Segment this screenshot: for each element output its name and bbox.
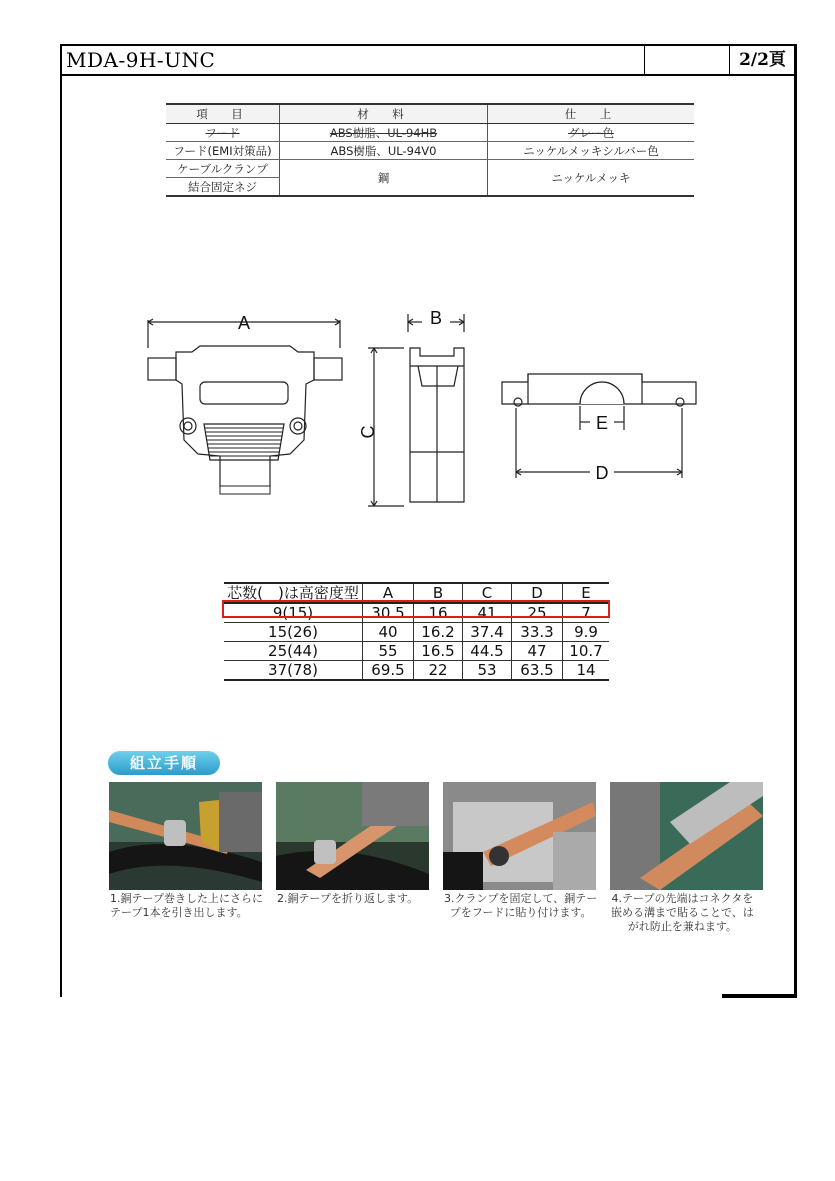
dimension-label-a: A <box>237 313 251 333</box>
table-cell: 25(44) <box>224 642 363 661</box>
assembly-step-3-caption: 3.クランプを固定して、銅テー プをフードに貼り付けます。 <box>444 892 598 919</box>
document-header <box>60 44 797 76</box>
assembly-step-1-caption: 1.銅テープ巻きした上にさらに テープ1本を引き出します。 <box>110 892 263 919</box>
table-cell: 16.5 <box>414 642 463 661</box>
materials-header-material: 材 料 <box>280 104 488 124</box>
materials-row-material: 鋼 <box>280 160 488 197</box>
dimension-label-c: C <box>358 425 378 439</box>
table-cell: 15(26) <box>224 623 363 642</box>
assembly-step-4-caption: 4.テープの先端はコネクタを 嵌める溝まで貼ることで、は がれ防止を兼ねます。 <box>611 892 754 933</box>
hood-grille <box>205 428 283 456</box>
table-cell: 55 <box>363 642 414 661</box>
table-cell: 16.2 <box>414 623 463 642</box>
dimension-label-e: E <box>595 413 609 433</box>
table-cell: 37(78) <box>224 661 363 681</box>
table-cell: 10.7 <box>563 642 610 661</box>
dimensions-table <box>224 582 609 681</box>
materials-header-finish: 仕 上 <box>488 104 695 124</box>
table-cell: 16 <box>414 603 463 623</box>
materials-table <box>166 103 694 197</box>
page-frame-right <box>794 44 797 997</box>
table-row <box>224 623 609 642</box>
assembly-step-2-caption: 2.銅テープを折り返します。 <box>277 892 419 905</box>
materials-row-finish: グレー色 <box>488 124 695 142</box>
dimensions-header: 芯数( )は高密度型 <box>224 583 363 603</box>
materials-row-material: ABS樹脂、UL-94V0 <box>280 142 488 160</box>
table-cell: 41 <box>463 603 512 623</box>
dimensions-header: E <box>563 583 610 603</box>
dimension-label-d: D <box>595 463 609 483</box>
assembly-photo-4 <box>610 782 763 890</box>
materials-header-item: 項 目 <box>166 104 280 124</box>
table-row <box>224 661 609 681</box>
document-title: MDA-9H-UNC <box>62 46 645 74</box>
dimensions-header: D <box>512 583 563 603</box>
materials-row-finish: ニッケルメッキシルバー色 <box>488 142 695 160</box>
materials-row-item: 結合固定ネジ <box>166 178 280 197</box>
table-cell: 33.3 <box>512 623 563 642</box>
table-cell: 53 <box>463 661 512 681</box>
table-cell: 14 <box>563 661 610 681</box>
assembly-photo-2 <box>276 782 429 890</box>
dimensions-header: C <box>463 583 512 603</box>
table-cell: 63.5 <box>512 661 563 681</box>
page-frame-left <box>60 44 62 997</box>
materials-row-material: ABS樹脂、UL-94HB <box>280 124 488 142</box>
materials-row-finish: ニッケルメッキ <box>488 160 695 197</box>
materials-row-item: フード <box>166 124 280 142</box>
materials-row-item: ケーブルクランプ <box>166 160 280 178</box>
table-cell: 9(15) <box>224 603 363 623</box>
table-cell: 30.5 <box>363 603 414 623</box>
table-cell: 69.5 <box>363 661 414 681</box>
materials-row-item: フード(EMI対策品) <box>166 142 280 160</box>
hood-cable-exit <box>220 486 270 494</box>
table-cell: 25 <box>512 603 563 623</box>
dimension-drawing <box>140 300 700 515</box>
assembly-title-badge: 組立手順 <box>108 751 220 775</box>
table-cell: 22 <box>414 661 463 681</box>
table-cell: 7 <box>563 603 610 623</box>
table-cell: 37.4 <box>463 623 512 642</box>
assembly-photo-1 <box>109 782 262 890</box>
table-cell: 47 <box>512 642 563 661</box>
table-cell: 44.5 <box>463 642 512 661</box>
assembly-photo-3 <box>443 782 596 890</box>
selected-row-highlight <box>222 600 610 618</box>
page-frame-bottom-mark <box>722 994 797 998</box>
dimensions-header: B <box>414 583 463 603</box>
page-number: 2/2頁 <box>739 50 786 70</box>
table-cell: 40 <box>363 623 414 642</box>
header-blank-cell <box>645 46 730 74</box>
table-cell: 9.9 <box>563 623 610 642</box>
table-row <box>224 642 609 661</box>
dimensions-header: A <box>363 583 414 603</box>
dimension-label-b: B <box>429 308 443 328</box>
